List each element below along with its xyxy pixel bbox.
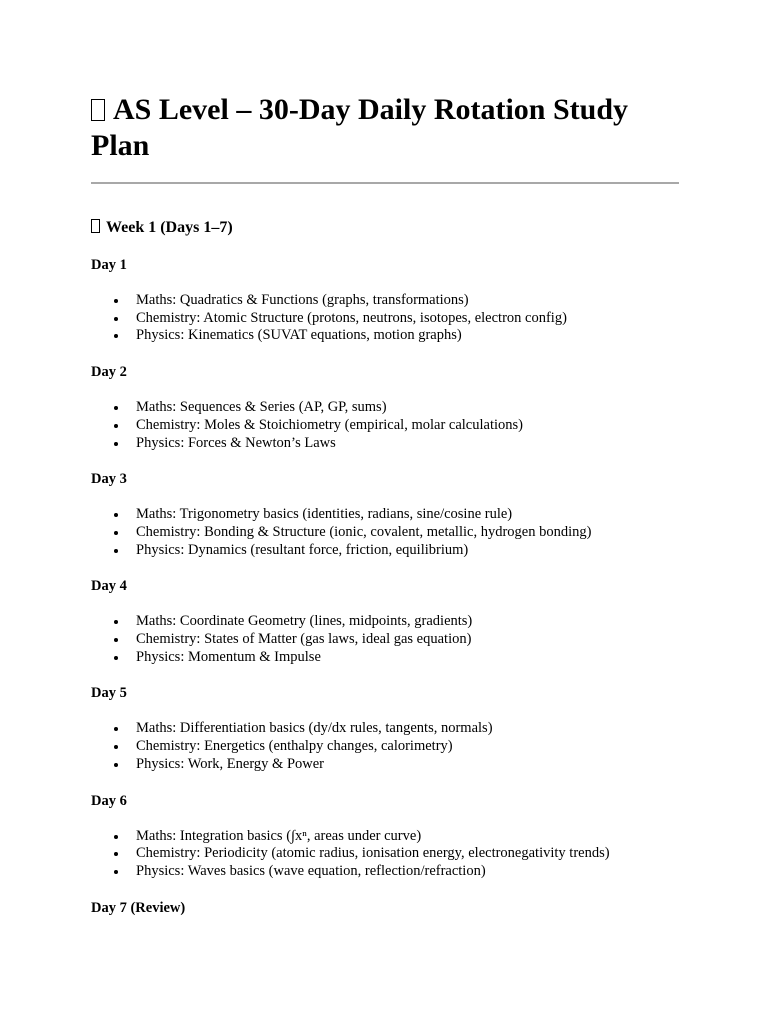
list-item: Physics: Waves basics (wave equation, reflection/refraction) [136,863,679,881]
missing-glyph-icon [91,219,100,233]
list-item: Maths: Sequences & Series (AP, GP, sums) [136,399,679,417]
list-item: Chemistry: Energetics (enthalpy changes, calorimetry) [136,738,679,756]
day-topic-list [91,506,679,559]
week-heading [91,218,679,238]
list-item: Chemistry: Atomic Structure (protons, neutrons, isotopes, electron config) [136,310,679,328]
day-section [91,577,679,666]
list-item: Maths: Quadratics & Functions (graphs, transformations) [136,292,679,310]
day-heading: Day 5 [91,685,127,702]
day-section [91,363,679,452]
day-section [91,684,679,773]
day-topic-list [91,613,679,666]
day-section [91,792,679,881]
page-title [91,92,679,164]
list-item: Chemistry: Bonding & Structure (ionic, covalent, metallic, hydrogen bonding) [136,524,679,542]
page-title-text: AS Level – 30-Day Daily Rotation Study Plan [91,93,629,162]
day-topic-list [91,292,679,345]
document-page [91,92,679,917]
list-item: Maths: Differentiation basics (dy/dx rules, tangents, normals) [136,720,679,738]
list-item: Chemistry: Periodicity (atomic radius, ionisation energy, electronegativity trends) [136,845,679,863]
day-topic-list [91,720,679,773]
day-section [91,899,679,917]
horizontal-divider [91,182,679,184]
day-section [91,256,679,345]
day-heading: Day 3 [91,471,127,488]
list-item: Physics: Work, Energy & Power [136,756,679,774]
day-topic-list [91,399,679,452]
list-item: Maths: Integration basics (∫xⁿ, areas under curve) [136,828,679,846]
list-item: Maths: Coordinate Geometry (lines, midpoints, gradients) [136,613,679,631]
missing-glyph-icon [91,99,105,121]
list-item: Physics: Kinematics (SUVAT equations, motion graphs) [136,327,679,345]
list-item: Chemistry: Moles & Stoichiometry (empirical, molar calculations) [136,417,679,435]
day-topic-list [91,828,679,881]
list-item: Chemistry: States of Matter (gas laws, ideal gas equation) [136,631,679,649]
list-item: Maths: Trigonometry basics (identities, radians, sine/cosine rule) [136,506,679,524]
list-item: Physics: Dynamics (resultant force, friction, equilibrium) [136,542,679,560]
day-section [91,470,679,559]
day-heading: Day 2 [91,364,127,381]
day-heading: Day 1 [91,257,127,273]
day-heading: Day 7 (Review) [91,899,186,916]
day-heading: Day 4 [91,578,127,595]
day-heading: Day 6 [91,792,127,809]
list-item: Physics: Forces & Newton’s Laws [136,435,679,453]
week-heading-text: Week 1 (Days 1–7) [106,219,233,236]
list-item: Physics: Momentum & Impulse [136,649,679,667]
